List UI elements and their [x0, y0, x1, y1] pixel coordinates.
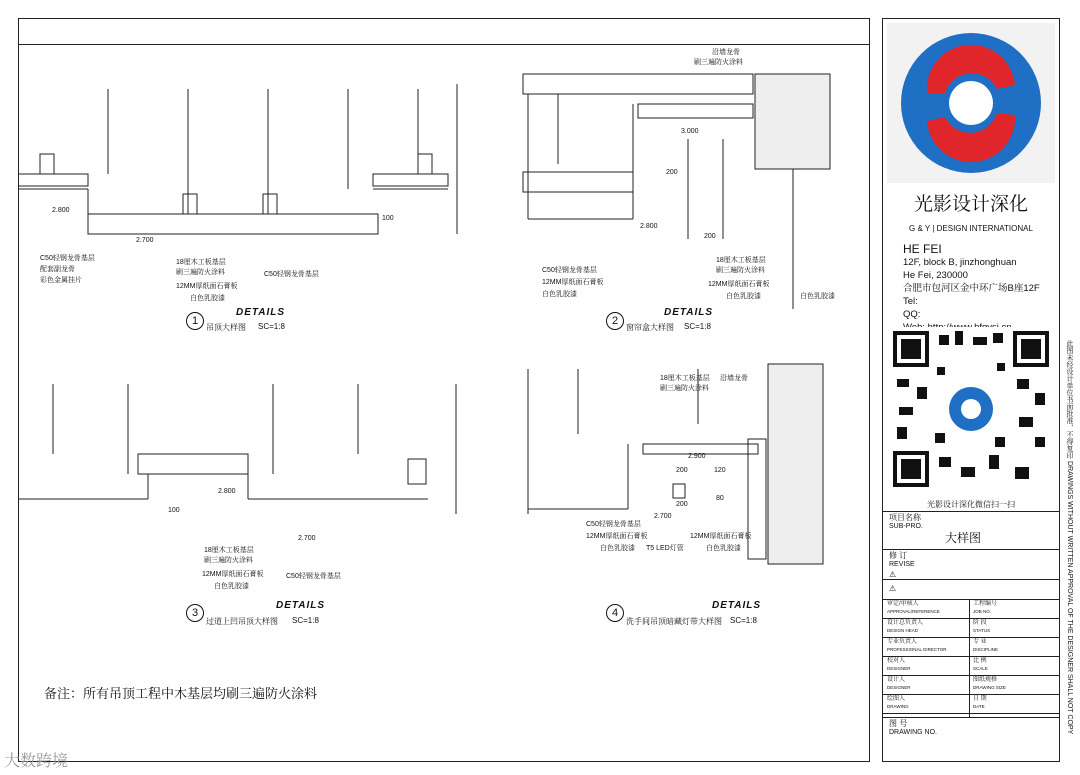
- detail-scale-4: SC=1:8: [730, 616, 757, 625]
- field-label: 专业负责人: [887, 639, 918, 645]
- brand-name: 光影设计深化: [913, 194, 1028, 215]
- dimension: 200: [676, 501, 688, 508]
- divider: [883, 637, 1059, 638]
- detail-name-3: 过道上凹吊顶大样图: [206, 617, 278, 626]
- detail-title-1: DETAILS: [236, 307, 286, 318]
- address-block: [903, 243, 1040, 334]
- annotation: 刷三遍防火涂料: [660, 385, 709, 392]
- office-name: HE FEI: [903, 242, 942, 256]
- annotation: C50轻钢龙骨基层: [40, 255, 95, 262]
- annotation: 白色乳胶漆: [726, 293, 761, 300]
- divider: [883, 618, 1059, 619]
- detail-number-1: 1: [186, 312, 204, 330]
- annotation: C50轻钢龙骨基层: [286, 573, 341, 580]
- detail-title-3: DETAILS: [276, 600, 326, 611]
- level-mark: 3.000: [681, 128, 699, 135]
- level-mark: 2.800: [640, 223, 658, 230]
- annotation: 12MM厚纸面石膏板: [542, 279, 604, 286]
- divider: [969, 599, 970, 717]
- level-mark: 2.900: [688, 453, 706, 460]
- annotation: 12MM厚纸面石膏板: [586, 533, 648, 540]
- watermark: 大数跨境: [4, 753, 69, 770]
- project-label: 项目名称: [889, 513, 921, 522]
- annotation: 18厘木工板基层: [204, 547, 254, 554]
- annotation: 白色乳胶漆: [706, 545, 741, 552]
- qr-caption: 光影设计深化微信扫一扫: [927, 500, 1015, 509]
- divider: [883, 656, 1059, 657]
- company-logo: [887, 23, 1055, 183]
- dimension: 100: [168, 507, 180, 514]
- level-mark: 2.800: [52, 207, 70, 214]
- warning-icon: ⚠: [889, 570, 897, 579]
- project-label-en: SUB-PRO.: [889, 523, 923, 530]
- divider: [883, 675, 1059, 676]
- field-label-en: DISCIPLINE: [973, 647, 999, 652]
- field-label: 日 期: [973, 696, 987, 702]
- detail-title-2: DETAILS: [664, 307, 714, 318]
- annotation: 白色乳胶漆: [542, 291, 577, 298]
- annotation: 白色乳胶漆: [214, 583, 249, 590]
- field-label: 专 业: [973, 639, 987, 645]
- detail-number-3: 3: [186, 604, 204, 622]
- annotation: 18厘木工板基层: [176, 259, 226, 266]
- annotation: 12MM厚纸面石膏板: [708, 281, 770, 288]
- divider: [883, 511, 1059, 512]
- annotation: 18厘木工板基层: [660, 375, 710, 382]
- annotation: 12MM厚纸面石膏板: [690, 533, 752, 540]
- detail-name-1: 吊顶大样图: [206, 323, 246, 332]
- divider: [883, 713, 1059, 714]
- divider: [883, 549, 1059, 550]
- tel-label: Tel:: [903, 296, 918, 307]
- dimension: 100: [382, 215, 394, 222]
- field-label: 审定/审核人: [887, 601, 919, 607]
- field-label: 设计人: [887, 677, 906, 683]
- field-label-en: DRAWING SIZE: [973, 685, 1006, 690]
- field-label-en: SCALE: [973, 666, 988, 671]
- field-label-en: DESIGNER: [887, 666, 911, 671]
- divider: [883, 579, 1059, 580]
- field-label-en: DRAWING: [887, 704, 909, 709]
- detail-name-4: 洗手间吊顶暗藏灯带大样图: [626, 617, 722, 626]
- field-label: 绘图人: [887, 696, 906, 702]
- field-label: 图纸规格: [973, 677, 998, 683]
- detail-scale-1: SC=1:8: [258, 322, 285, 331]
- divider: [883, 599, 1059, 600]
- cad-linework: [18, 44, 868, 744]
- dimension: 200: [666, 169, 678, 176]
- dimension: 200: [704, 233, 716, 240]
- field-label: 工程编号: [973, 601, 998, 607]
- level-mark: 2.800: [218, 488, 236, 495]
- drawing-no-label: 图 号: [889, 719, 908, 728]
- field-label-en: DESIGN HEAD: [887, 628, 919, 633]
- level-mark: 2.700: [298, 535, 316, 542]
- detail-title-4: DETAILS: [712, 600, 762, 611]
- level-mark: 2.700: [136, 237, 154, 244]
- annotation: T5 LED灯管: [646, 545, 684, 552]
- annotation: 沿墙龙骨: [720, 375, 748, 382]
- copyright-side-text: 此图未经设计单位书面批准，不得复印 DRAWINGS WITHOUT WRITTEN APPROVAL OF THE DESIGNER SHALL NOT COPY: [1066, 340, 1073, 735]
- annotation: 12MM厚纸面石膏板: [176, 283, 238, 290]
- annotation: 刷三遍防火涂料: [694, 59, 743, 66]
- dimension: 200: [676, 467, 688, 474]
- annotation: C50轻钢龙骨基层: [542, 267, 597, 274]
- address-cn: 合肥市包河区金中环广场B座12F: [903, 283, 1040, 294]
- annotation: 白色乳胶漆: [600, 545, 635, 552]
- dimension: 80: [716, 495, 724, 502]
- annotation: 沿墙龙骨: [712, 49, 740, 56]
- address-line: 12F, block B, jinzhonghuan: [903, 257, 1017, 268]
- field-label-en: APPROVAL/REFERENCE: [887, 609, 940, 614]
- annotation: 刷三遍防火涂料: [176, 269, 225, 276]
- detail-number-2: 2: [606, 312, 624, 330]
- detail-scale-3: SC=1:8: [292, 616, 319, 625]
- field-label-en: JOB NO.: [973, 609, 992, 614]
- annotation: 配套副龙骨: [40, 266, 75, 273]
- annotation: 白色乳胶漆: [800, 293, 835, 300]
- field-label-en: DATE: [973, 704, 985, 709]
- annotation: 刷三遍防火涂料: [204, 557, 253, 564]
- field-label-en: STATUS: [973, 628, 991, 633]
- field-label-en: DESIGNER: [887, 685, 911, 690]
- project-value: 大样图: [945, 531, 982, 545]
- field-label: 设计总负责人: [887, 620, 924, 626]
- annotation: 刷三遍防火涂料: [716, 267, 765, 274]
- detail-name-2: 窗帘盒大样图: [626, 323, 674, 332]
- qq-label: QQ:: [903, 309, 921, 320]
- field-label: 阶 段: [973, 620, 987, 626]
- field-label: 校对人: [887, 658, 906, 664]
- level-mark: 2.700: [654, 513, 672, 520]
- drawing-no-label-en: DRAWING NO.: [889, 729, 937, 736]
- annotation: C50轻钢龙骨基层: [586, 521, 641, 528]
- annotation: 18厘木工板基层: [716, 257, 766, 264]
- detail-number-4: 4: [606, 604, 624, 622]
- detail-scale-2: SC=1:8: [684, 322, 711, 331]
- annotation: 彩色金属挂片: [40, 277, 82, 284]
- address-line: He Fei, 230000: [903, 270, 968, 281]
- annotation: 白色乳胶漆: [190, 295, 225, 302]
- qr-code: [889, 327, 1053, 491]
- divider: [883, 694, 1059, 695]
- annotation: C50轻钢龙骨基层: [264, 271, 319, 278]
- revise-label: 修 订: [889, 551, 908, 560]
- divider: [883, 717, 1059, 718]
- general-remark: 备注：所有吊顶工程中木基层均刷三遍防火涂料: [44, 686, 318, 701]
- title-block: [882, 18, 1060, 762]
- annotation: 12MM厚纸面石膏板: [202, 571, 264, 578]
- field-label-en: PROFESSIONAL DIRECTOR: [887, 647, 947, 652]
- field-label: 比 例: [973, 658, 987, 664]
- brand-name-en: G & Y | DESIGN INTERNATIONAL: [909, 224, 1033, 233]
- dimension: 120: [714, 467, 726, 474]
- warning-icon: ⚠: [889, 584, 897, 593]
- revise-label-en: REVISE: [889, 561, 915, 568]
